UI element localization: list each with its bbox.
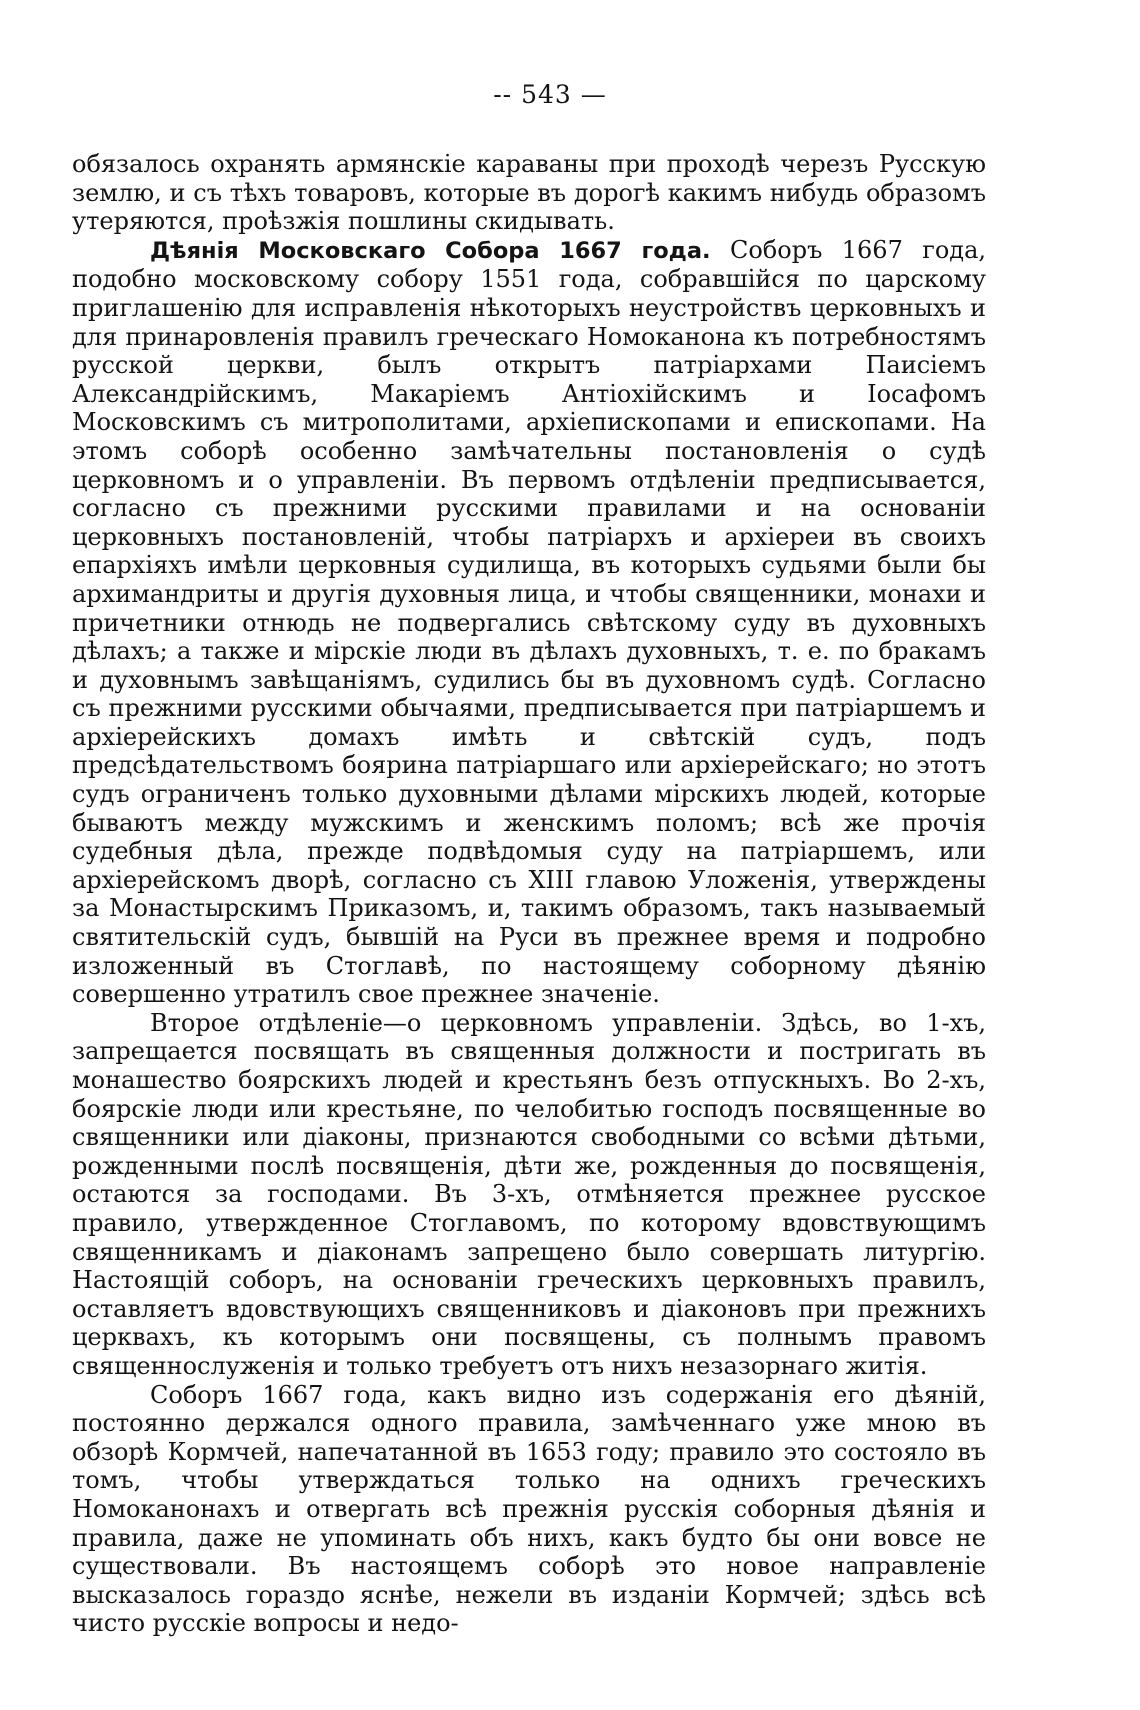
page-number: -- 543 — — [493, 80, 607, 109]
paragraph-acts-1667 — [72, 236, 986, 1009]
paragraph-text: Соборъ 1667 года, какъ видно изъ содержанiя его дѣянiй, постоянно держался одного правила, замѣченнаго уже мною въ обзорѣ Кормчей, напечатанной въ 1653 году; правило это состояло въ томъ, чтобы утверждаться только на однихъ греческихъ Номоканонахъ и отвергать всѣ прежнiя русскiя соборныя дѣянiя и правила, даже не упоминать объ нихъ, какъ будто бы они вовсе не существовали. Въ настоящемъ соборѣ это новое направленiе высказалось гораздо яснѣе, нежели въ изданiи Кормчей; здѣсь всѣ чисто русскiе вопросы и недо- — [72, 1380, 986, 1638]
body-text — [72, 150, 986, 1638]
paragraph-text: Второе отдѣленiе—о церковномъ управленiи. Здѣсь, во 1-хъ, запрещается посвящать въ священныя должности и постригать въ монашество боярскихъ людей и крестьянъ безъ отпускныхъ. Во 2-хъ, боярскiе люди или крестьяне, по челобитью господъ посвященные во священники или дiаконы, признаются свободными со всѣми дѣтьми, рожденными послѣ посвященiя, дѣти же, рожденныя до посвященiя, остаются за господами. Въ 3-хъ, отмѣняется прежнее русское правило, утвержденное Стоглавомъ, по которому вдовствующимъ священникамъ и дiаконамъ запрещено было совершать литургiю. Настоящiй соборъ, на основанiи греческихъ церковныхъ правилъ, оставляетъ вдовствующихъ священниковъ и дiаконовъ при прежнихъ церквахъ, къ которымъ они посвящены, съ полнымъ правомъ священнослуженiя и только требуетъ отъ нихъ незазорнаго житiя. — [72, 1008, 986, 1380]
paragraph-text: Соборъ 1667 года, подобно московскому собору 1551 года, собравшiйся по царскому приглашенiю для исправленiя нѣкоторыхъ неустройствъ церковныхъ и для принаровленiя правилъ греческаго Номоканона къ потребностямъ русской церкви, былъ открытъ патрiархами Паисiемъ Александрiйскимъ, Макарiемъ Антiохiйскимъ и Iосафомъ Московскимъ съ митрополитами, архiепископами и епископами. На этомъ соборѣ особенно замѣчательны постановленiя о судѣ церковномъ и о управленiи. Въ первомъ отдѣленiи предписывается, согласно съ прежними русскими правилами и на основанiи церковныхъ постановленiй, чтобы патрiархъ и архiереи въ своихъ епархiяхъ имѣли церковныя судилища, въ которыхъ судьями были бы архимандриты и другiя духовныя лица, и чтобы священники, монахи и причетники отнюдь не подвергались свѣтскому суду въ духовныхъ дѣлахъ; а также и мiрскiе люди въ дѣлахъ духовныхъ, т. е. по бракамъ и духовнымъ завѣщанiямъ, судились бы въ духовномъ судѣ. Согласно съ прежними русскими обычаями, предписывается при патрiаршемъ и архiерейскихъ домахъ имѣть и свѣтскiй судъ, подъ предсѣдательствомъ боярина патрiаршаго или архiерейскаго; но этотъ судъ ограниченъ только духовными дѣлами мiрскихъ людей, которые бываютъ между мужскимъ и женскимъ поломъ; всѣ же прочiя судебныя дѣла, прежде подвѣдомыя суду на патрiаршемъ, или архiерейскомъ дворѣ, согласно съ XIII главою Уложенiя, утверждены за Монастырскимъ Приказомъ, и, такимъ образомъ, такъ называемый святительскiй судъ, бывшiй на Руси въ прежнее время и подробно изложенный въ Стоглавѣ, по настоящему соборному дѣянiю совершенно утратилъ свое прежнее значенiе. — [72, 235, 987, 1009]
paragraph-church-administration — [72, 1009, 986, 1381]
paragraph-council-principle — [72, 1381, 986, 1638]
paragraph-continuation — [72, 150, 986, 236]
section-heading: Дѣянiя Московскаго Собора 1667 года. — [150, 237, 711, 264]
paragraph-text: обязалось охранять армянскiе караваны при проходѣ черезъ Русскую землю, и съ тѣхъ товаровъ, которые въ дорогѣ какимъ нибудь образомъ утеряются, проѣзжiя пошлины скидывать. — [72, 150, 986, 236]
